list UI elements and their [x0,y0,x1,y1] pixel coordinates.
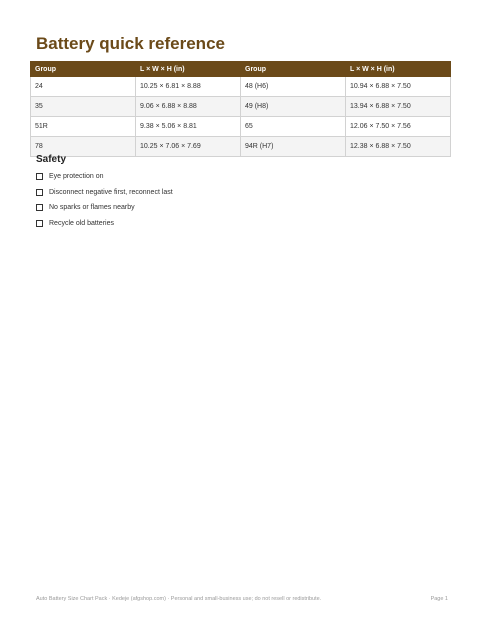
table-cell: 48 (H6) [241,77,346,97]
table-row [31,137,451,157]
page-number: Page 1 [430,596,448,602]
footer-note: Auto Battery Size Chart Pack · Kedeje (afgshop.com) · Personal and small-business use; do not resell or redistribute. [36,596,322,602]
table-cell: 65 [241,117,346,137]
table-cell: 10.94 × 6.88 × 7.50 [346,77,451,97]
table-header-row [31,62,451,77]
table-row [31,117,451,137]
checkbox[interactable] [36,204,43,211]
table-cell: 10.25 × 7.06 × 7.69 [136,137,241,157]
table-cell: 12.06 × 7.50 × 7.56 [346,117,451,137]
checklist-item [36,172,173,181]
checklist-item-label: No sparks or flames nearby [49,204,135,211]
checkbox[interactable] [36,189,43,196]
checkbox[interactable] [36,220,43,227]
checkbox[interactable] [36,173,43,180]
table-cell: 51R [31,117,136,137]
table-cell: 12.38 × 6.88 × 7.50 [346,137,451,157]
table-cell: 13.94 × 6.88 × 7.50 [346,97,451,117]
checklist-item-label: Recycle old batteries [49,219,114,227]
table-cell: 9.38 × 5.06 × 8.81 [136,117,241,137]
table-cell: 9.06 × 6.88 × 8.88 [136,97,241,117]
table-cell: 94R (H7) [241,137,346,157]
page-title: Battery quick reference [36,34,225,53]
safety-checklist [36,172,173,234]
table-cell: 24 [31,77,136,97]
table-row [31,77,451,97]
column-header-dimensions: L × W × H (in) [346,62,451,77]
table-cell: 49 (H8) [241,97,346,117]
checklist-item [36,219,173,228]
checklist-item [36,203,173,212]
table-cell: 35 [31,97,136,117]
column-header-group: Group [31,62,136,77]
checklist-item-label: Eye protection on [49,173,104,180]
column-header-dimensions: L × W × H (in) [136,62,241,77]
safety-heading: Safety [36,154,67,165]
battery-reference-table [30,61,451,157]
table-row [31,97,451,117]
checklist-item-label: Disconnect negative first, reconnect last [49,188,173,196]
table-cell: 10.25 × 6.81 × 8.88 [136,77,241,97]
column-header-group: Group [241,62,346,77]
table-cell: 78 [31,137,136,157]
checklist-item [36,188,173,197]
